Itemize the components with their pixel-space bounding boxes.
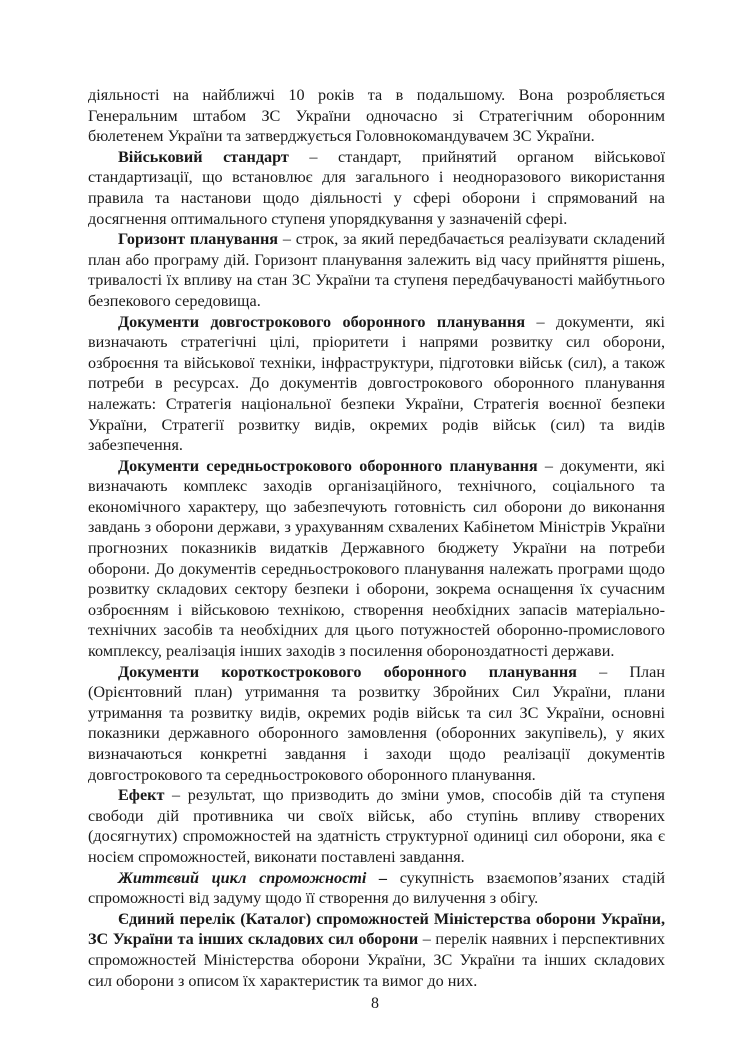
definition-term: Єдиний перелік (Каталог) спроможностей Міністерства оборони України, ЗС України та інших складових сил оборони xyxy=(88,909,665,949)
definition-term: Документи довгострокового оборонного планування xyxy=(118,312,526,331)
definition-military-standard xyxy=(88,147,665,229)
definition-short-term-planning-documents xyxy=(88,662,665,786)
definition-text: – План (Орієнтовний план) утримання та розвитку Збройних Сил України, плани утримання та розвитку видів, окремих родів військ та сил ЗС України, основні показники державного оборонного замовлення (оборонних закупівель), у яких визначаються конкретні завдання і заходи щодо реалізації документів довгострокового та середньострокового оборонного планування. xyxy=(88,662,665,784)
definition-capability-catalog xyxy=(88,909,665,991)
definition-term: Горизонт планування xyxy=(118,230,279,249)
definition-term: Військовий стандарт xyxy=(118,147,289,166)
definition-text: – перелік наявних і перспективних спроможностей Міністерства оборони України, ЗС України та інших складових сил оборони з описом їх характеристик та вимог до них. xyxy=(88,930,666,990)
paragraph-text: діяльності на найближчі 10 років та в подальшому. Вона розробляється Генеральним штабом ЗС України одночасно зі Стратегічним оборонним бюлетенем України та затверджується Головнокомандувачем ЗС України. xyxy=(88,86,665,146)
definition-text: – документи, які визначають комплекс заходів організаційного, технічного, соціального та економічного характеру, що забезпечують готовність сил оборони до виконання завдань з оборони держави, з урахуванням схвалених Кабінетом Міністрів України прогнозних показників видатків Державного бюджету України на потреби оборони. До документів середньострокового планування належать програми щодо розвитку складових сектору безпеки і оборони, зокрема оснащення їх сучасним озброєнням і військовою технікою, створення необхідних запасів матеріально-технічних засобів та необхідних для цього потужностей оборонно-промислового комплексу, реалізація інших заходів з посилення обороноздатності держави. xyxy=(88,456,666,661)
definition-term: Документи середньострокового оборонного планування xyxy=(118,456,538,475)
definition-text: – строк, за який передбачається реалізувати складений план або програму дій. Горизонт планування залежить від часу прийняття рішень, тривалості їх впливу на стан ЗС України та ступеня передбачуваності майбутнього безпекового середовища. xyxy=(88,230,665,310)
definition-text: – результат, що призводить до зміни умов, способів дій та ступеня свободи дій противника чи своїх військ, або ступінь впливу створених (досягнутих) спроможностей на здатність структурної одиниці сил оборони, яка є носієм спроможностей, виконати поставлені завдання. xyxy=(88,786,665,866)
definition-medium-term-planning-documents xyxy=(88,456,665,662)
page-body xyxy=(88,85,665,991)
paragraph-continuation xyxy=(88,85,665,147)
definition-term: Життєвий цикл спроможності – xyxy=(118,868,388,887)
definition-text: сукупність взаємопов’язаних стадій спроможності від задуму щодо її створення до вилучення з обігу. xyxy=(88,868,665,908)
definition-text: – документи, які визначають стратегічні цілі, пріоритети і напрями розвитку сил оборони, озброєння та військової техніки, інфраструктури, підготовки військ (сил), а також потреби в ресурсах. До документів довгострокового оборонного планування належать: Стратегія національної безпеки України, Стратегія воєнної безпеки України, Стратегії розвитку видів, окремих родів військ (сил) та видів забезпечення. xyxy=(88,312,665,455)
definition-term: Ефект xyxy=(118,786,165,805)
definition-text: – стандарт, прийнятий органом військової стандартизації, що встановлює для загального і неодноразового використання правила та настанови щодо діяльності у сфері оборони і спрямований на досягнення оптимального ступеня упорядкування у зазначеній сфері. xyxy=(88,147,666,228)
page-number: 8 xyxy=(371,995,379,1012)
definition-term: Документи короткострокового оборонного планування xyxy=(118,662,577,681)
definition-effect xyxy=(88,785,665,867)
definition-long-term-planning-documents xyxy=(88,312,665,456)
definition-planning-horizon xyxy=(88,229,665,311)
definition-capability-life-cycle xyxy=(88,868,665,909)
